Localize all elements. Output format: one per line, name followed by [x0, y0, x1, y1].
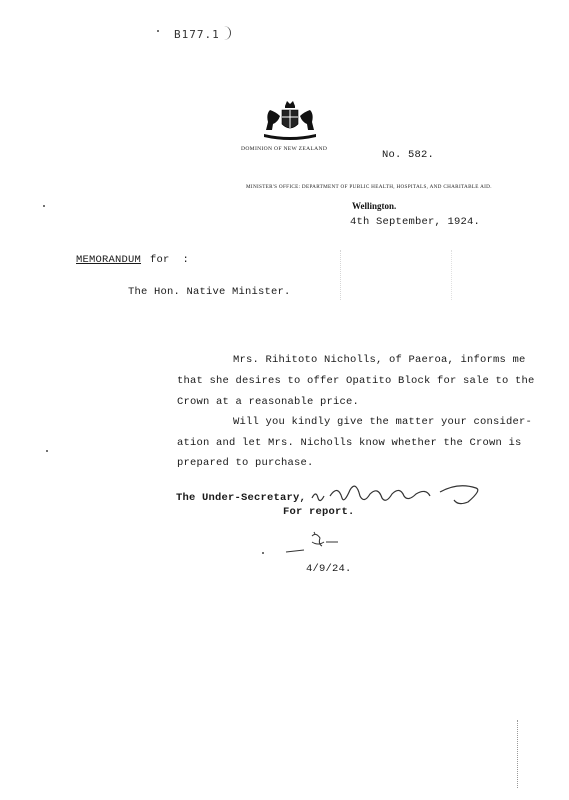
- handwritten-initials: [282, 528, 352, 558]
- recipient-line: The Hon. Native Minister.: [128, 286, 291, 298]
- date-line: 4th September, 1924.: [350, 216, 481, 228]
- city-label: Wellington.: [352, 201, 397, 211]
- under-secretary-line: The Under-Secretary,: [176, 492, 307, 504]
- file-reference-bracket: [222, 26, 231, 40]
- file-reference: B177.1: [174, 28, 220, 41]
- dominion-label: DOMINION OF NEW ZEALAND: [241, 146, 328, 152]
- body-line-2: that she desires to offer Opatito Block for sale to the: [177, 375, 535, 387]
- faint-stamp: [340, 250, 452, 300]
- office-line: MINISTER'S OFFICE: DEPARTMENT OF PUBLIC HEALTH, HOSPITALS, AND CHARITABLE AID.: [246, 184, 492, 190]
- handwritten-signature: [308, 476, 488, 508]
- scan-speck: [46, 450, 48, 452]
- scan-speck: [262, 552, 264, 554]
- memo-number: No. 582.: [382, 149, 435, 161]
- body-line-6: prepared to purchase.: [177, 457, 314, 469]
- memorandum-heading: MEMORANDUM: [76, 254, 142, 266]
- body-line-5: ation and let Mrs. Nicholls know whether the Crown is: [177, 437, 522, 449]
- for-report-note: For report.: [283, 506, 355, 518]
- body-line-1: Mrs. Rihitoto Nicholls, of Paeroa, informs me: [233, 354, 526, 366]
- edge-dots: [517, 720, 519, 788]
- body-line-3: Crown at a reasonable price.: [177, 396, 360, 408]
- scan-speck: [43, 205, 45, 207]
- scan-speck: [157, 30, 159, 32]
- annotation-date: 4/9/24.: [306, 563, 352, 575]
- coat-of-arms-emblem: [258, 100, 322, 142]
- body-line-4: Will you kindly give the matter your consider-: [233, 416, 533, 428]
- for-label: for :: [150, 254, 190, 266]
